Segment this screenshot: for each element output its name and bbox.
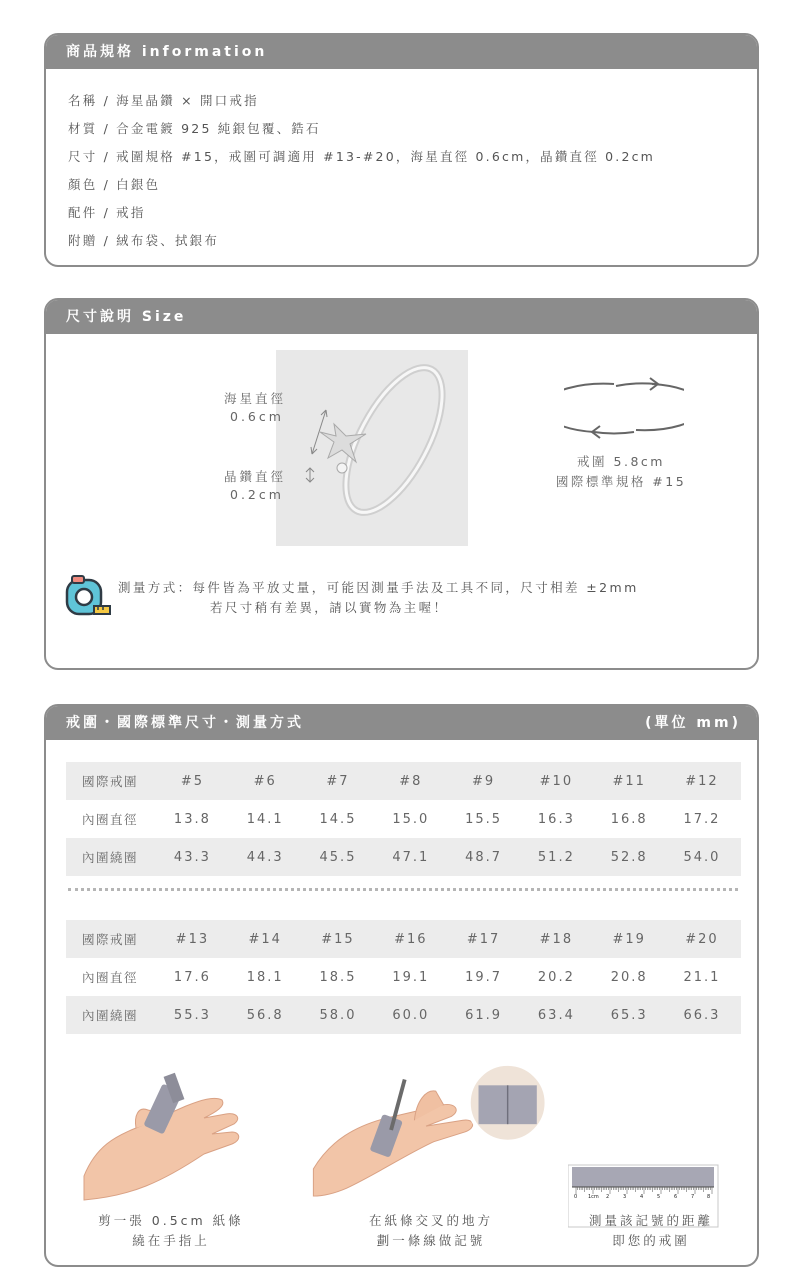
ruler-tick-label: 5: [657, 1194, 661, 1200]
ring-illustration: [276, 350, 468, 546]
size-cell: #7: [326, 773, 350, 789]
size-row-diameter: [66, 800, 741, 838]
diameter-cell: 20.2: [537, 969, 575, 985]
hand-wrap-paper-image: [76, 1066, 256, 1202]
ruler-tick-label: 7: [691, 1194, 695, 1200]
measure-note: [64, 574, 754, 620]
ring-size-title: 戒圍・國際標準尺寸・測量方式: [66, 715, 304, 731]
size-panel-title: 尺寸說明 Size: [46, 300, 757, 334]
measure-text: [118, 578, 639, 618]
measure-line-1: 測量方式：每件皆為平放丈量，可能因測量手法及工具不同，尺寸相差 ±2mm: [118, 580, 639, 595]
step-2-line-2: 劃一條線做記號: [376, 1233, 486, 1248]
size-table-2: [66, 920, 741, 1034]
size-cell: #15: [321, 931, 355, 947]
circumference-cell: 56.8: [246, 1007, 284, 1023]
spec-panel: [44, 33, 759, 267]
diameter-cell: 14.5: [319, 811, 357, 827]
spec-color: 顏色 / 白銀色: [68, 177, 161, 192]
ruler-tick-label: 1cm: [588, 1194, 599, 1200]
size-row-diameter: [66, 958, 741, 996]
step-3-line-2: 即您的戒圍: [612, 1233, 690, 1248]
size-cell: #19: [612, 931, 646, 947]
size-panel: [44, 298, 759, 670]
size-cell: #20: [685, 931, 719, 947]
size-cell: #5: [180, 773, 204, 789]
measure-line-2: 若尺寸稍有差異，請以實物為主喔！: [210, 600, 449, 615]
step-2-line-1: 在紙條交叉的地方: [368, 1213, 493, 1228]
size-cell: #6: [253, 773, 277, 789]
diameter-cell: 16.8: [610, 811, 648, 827]
spec-panel-title: 商品規格 information: [46, 35, 757, 69]
ring-size-panel-title: [46, 706, 757, 740]
circumference-cell: 61.9: [465, 1007, 503, 1023]
size-cell: #14: [248, 931, 282, 947]
gem-diameter-label: [224, 468, 286, 504]
row-header: 國際戒圍: [82, 932, 139, 947]
hand-mark-paper-image: [304, 1062, 552, 1198]
ring-size-panel: [44, 704, 759, 1267]
circumference-cell: 47.1: [392, 849, 430, 865]
ruler-tick-label: 4: [640, 1194, 644, 1200]
spec-size: 尺寸 / 戒圍規格 #15，戒圍可調適用 #13-#20，海星直徑 0.6cm，晶鑽直徑 0.2cm: [68, 149, 656, 164]
diameter-cell: 19.1: [392, 969, 430, 985]
diameter-cell: 17.2: [683, 811, 721, 827]
diameter-cell: 19.7: [465, 969, 503, 985]
ring-photo: [276, 350, 468, 546]
unit-label: (單位 mm): [645, 715, 741, 731]
size-cell: #17: [466, 931, 501, 947]
size-table-1: [66, 762, 741, 876]
diameter-cell: 13.8: [173, 811, 211, 827]
step-1-line-1: 剪一張 0.5cm 紙條: [98, 1213, 244, 1228]
circumference-cell: 43.3: [173, 849, 211, 865]
circumference-cell: 66.3: [683, 1007, 721, 1023]
star-diameter-value: 0.6cm: [230, 409, 284, 424]
step-1-caption: [66, 1211, 276, 1251]
dotted-divider: [68, 888, 738, 891]
diameter-cell: 15.0: [392, 811, 430, 827]
ruler-tick-label: 0: [574, 1194, 578, 1200]
star-diameter-title: 海星直徑: [224, 391, 287, 406]
circumference-cell: 65.3: [610, 1007, 648, 1023]
circumference-value: 戒圍 5.8cm: [577, 454, 665, 469]
size-cell: #16: [394, 931, 428, 947]
circumference-cell: 63.4: [537, 1007, 575, 1023]
gem-diameter-title: 晶鑽直徑: [224, 469, 287, 484]
spec-name: 名稱 / 海星晶鑽 × 開口戒指: [68, 93, 259, 108]
size-row-circumference: [66, 996, 741, 1034]
circumference-cell: 51.2: [537, 849, 575, 865]
circumference-cell: 55.3: [173, 1007, 211, 1023]
diameter-cell: 18.1: [246, 969, 284, 985]
ruler-tick-label: 2: [606, 1194, 610, 1200]
size-cell: #10: [539, 773, 574, 789]
spec-list: [46, 69, 757, 255]
step-3-line-1: 測量該記號的距離: [588, 1213, 713, 1228]
diameter-cell: 18.5: [319, 969, 357, 985]
size-cell: #18: [539, 931, 574, 947]
size-cell: #8: [399, 773, 423, 789]
size-cell: #13: [175, 931, 210, 947]
circumference-cell: 52.8: [610, 849, 648, 865]
row-header: 國際戒圍: [82, 774, 139, 789]
circumference-cell: 58.0: [319, 1007, 357, 1023]
row-header: 內圍繞圈: [82, 1008, 139, 1023]
circumference-cell: 48.7: [465, 849, 503, 865]
diameter-cell: 16.3: [537, 811, 575, 827]
size-cell: #9: [472, 773, 496, 789]
step-1-line-2: 繞在手指上: [132, 1233, 210, 1248]
tape-measure-icon: [64, 574, 112, 618]
ruler-tick-label: 8: [707, 1194, 711, 1200]
diameter-cell: 20.8: [610, 969, 648, 985]
circumference-arrow-icon: [564, 376, 684, 440]
diameter-cell: 14.1: [246, 811, 284, 827]
star-diameter-label: [224, 390, 286, 426]
circumference-cell: 44.3: [246, 849, 284, 865]
step-2-caption: [326, 1211, 536, 1251]
row-header: 內圍繞圈: [82, 850, 139, 865]
ruler-tick-label: 3: [623, 1194, 627, 1200]
ruler-tick-label: 6: [674, 1194, 678, 1200]
row-header: 內圈直徑: [82, 970, 139, 985]
circumference-cell: 45.5: [319, 849, 357, 865]
size-cell: #11: [612, 773, 646, 789]
diameter-cell: 21.1: [683, 969, 721, 985]
diameter-cell: 15.5: [465, 811, 503, 827]
size-row-international: [66, 920, 741, 958]
row-header: 內圈直徑: [82, 812, 139, 827]
spec-accessory: 配件 / 戒指: [68, 205, 146, 220]
circumference-cell: 54.0: [683, 849, 721, 865]
step-3-caption: [546, 1211, 756, 1251]
circumference-label: [506, 452, 736, 492]
diameter-cell: 17.6: [173, 969, 211, 985]
circumference-standard: 國際標準規格 #15: [555, 474, 687, 489]
size-row-circumference: [66, 838, 741, 876]
spec-gift: 附贈 / 絨布袋、拭銀布: [68, 233, 220, 248]
size-row-international: [66, 762, 741, 800]
circumference-cell: 60.0: [392, 1007, 430, 1023]
gem-diameter-value: 0.2cm: [230, 487, 284, 502]
size-cell: #12: [685, 773, 719, 789]
spec-material: 材質 / 合金電鍍 925 純銀包覆、鋯石: [68, 121, 321, 136]
